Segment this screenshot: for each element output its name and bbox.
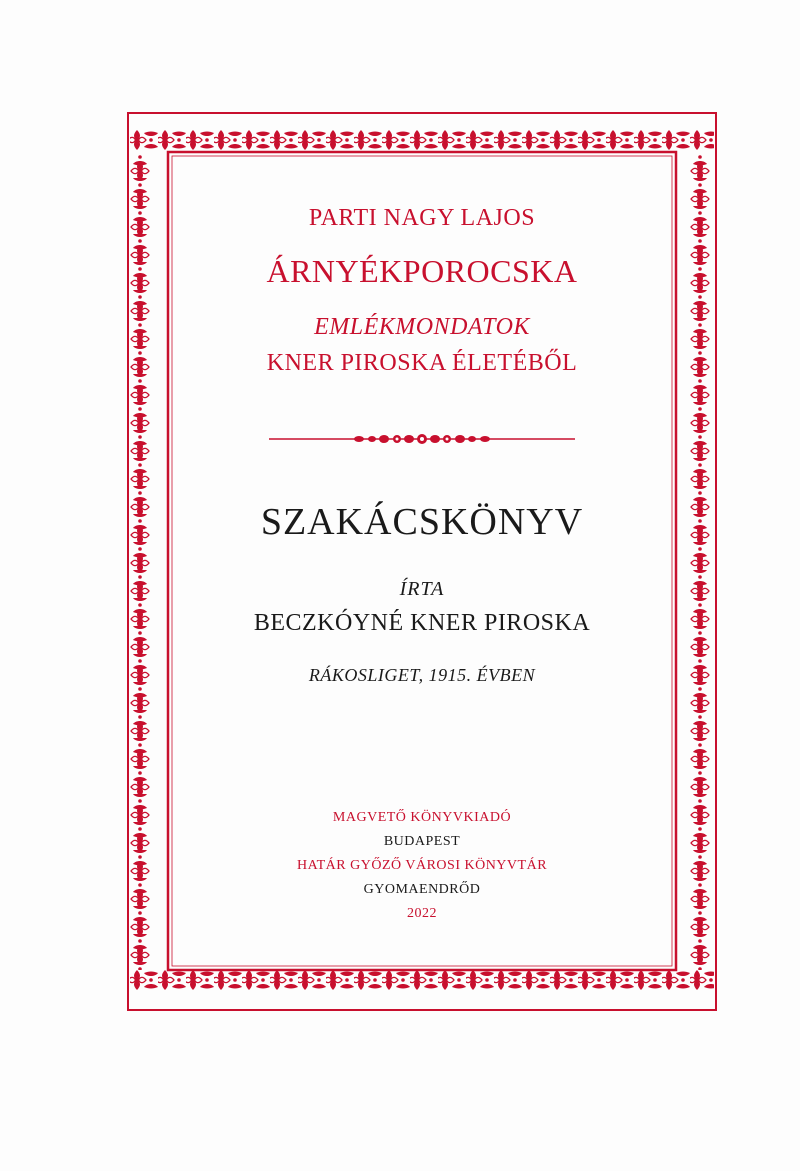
ornamental-divider bbox=[269, 432, 575, 446]
publisher-city: BUDAPEST bbox=[383, 834, 461, 849]
publisher-name: MAGVETŐ KÖNYVKIADÓ bbox=[332, 810, 512, 825]
book-author: BECZKÓYNÉ KNER PIROSKA bbox=[253, 610, 591, 636]
title-content bbox=[172, 150, 672, 985]
author-name: PARTI NAGY LAJOS bbox=[308, 205, 536, 231]
book-title: SZAKÁCSKÖNYV bbox=[260, 501, 584, 543]
publication-year: 2022 bbox=[407, 906, 437, 921]
subtitle-italic: EMLÉKMONDATOK bbox=[314, 314, 530, 340]
place-date: RÁKOSLIGET, 1915. ÉVBEN bbox=[308, 665, 536, 685]
copublisher-city: GYOMAENDRŐD bbox=[363, 882, 481, 897]
subtitle: KNER PIROSKA ÉLETÉBŐL bbox=[266, 350, 578, 376]
copublisher-name: HATÁR GYŐZŐ VÁROSI KÖNYVTÁR bbox=[296, 858, 548, 873]
written-by-label: ÍRTA bbox=[399, 578, 445, 600]
work-title: ÁRNYÉKPOROCSKA bbox=[266, 253, 578, 289]
